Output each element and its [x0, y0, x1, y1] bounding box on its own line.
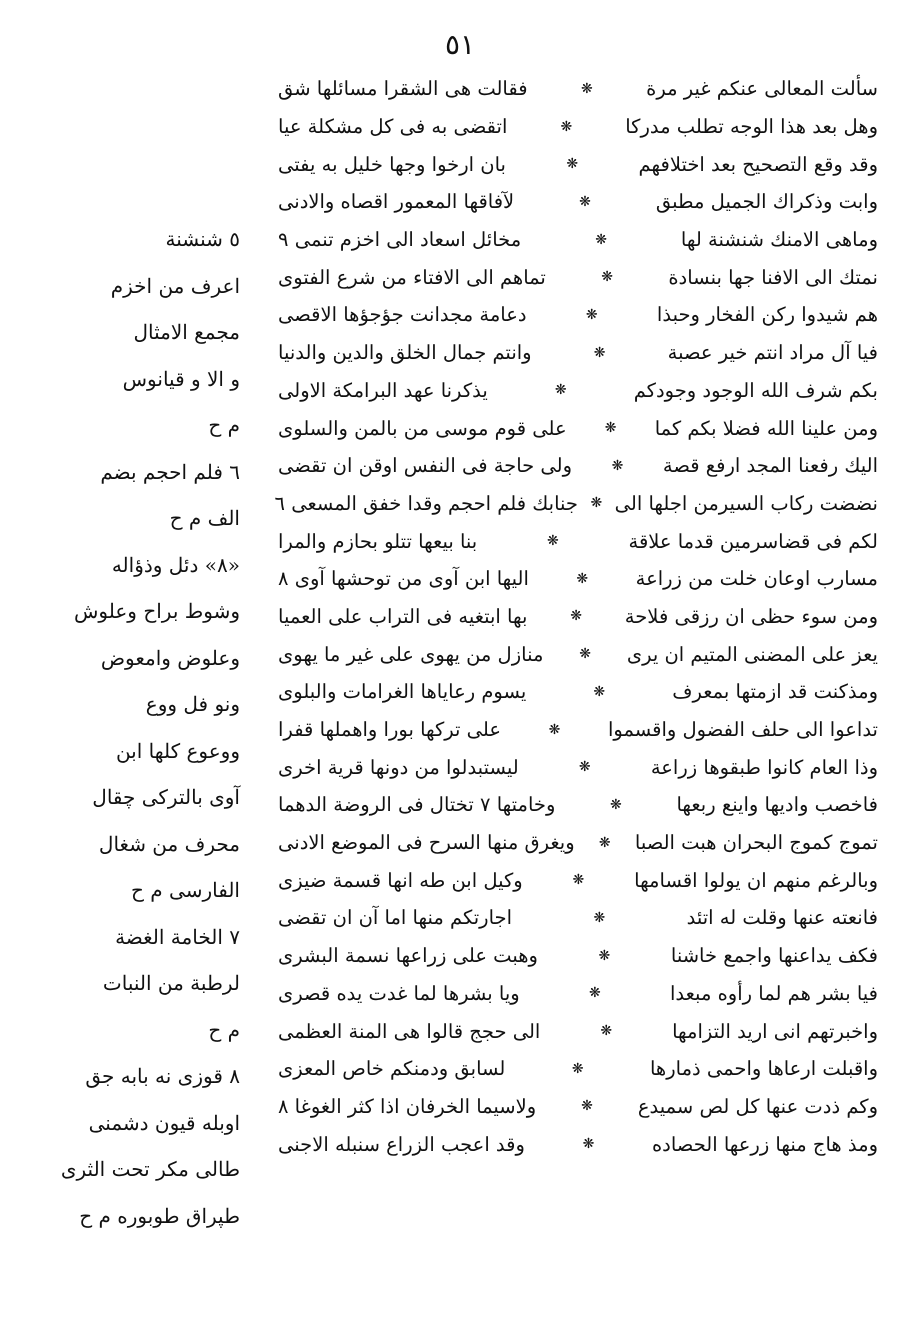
verse-line [278, 861, 878, 899]
verse-first-hemistich: لكم فى قضاسرمين قدما علاقة [628, 529, 878, 553]
verse-first-hemistich: فاخصب واديها واينع ربعها [676, 793, 878, 817]
verse-first-hemistich: وقد وقع التصحيح بعد اختلافهم [638, 152, 878, 176]
verse-line [278, 409, 878, 447]
verse-first-hemistich: ومن علينا الله فضلا بكم كما [654, 416, 878, 440]
margin-note-line: «٨» دئل وذؤاله [111, 552, 240, 577]
verse-second-hemistich: ولاسيما الخرفان اذا كثر الغوغا ٨ [278, 1094, 537, 1118]
verse-first-hemistich: وهل بعد هذا الوجه تطلب مدركا [625, 115, 878, 139]
verse-first-hemistich: وابت وذكراك الجميل مطبق [655, 190, 878, 214]
verse-first-hemistich: وماهى الامنك شنشنة لها [680, 228, 878, 252]
verse-separator: ❋ [554, 382, 567, 399]
verse-line [278, 1088, 878, 1126]
verse-first-hemistich: فكف يداعنها واجمع خاشنا [670, 944, 878, 968]
verse-separator: ❋ [578, 759, 591, 776]
verse-separator: ❋ [593, 344, 606, 361]
margin-note-line: م ح [208, 1017, 240, 1042]
verse-line [278, 1125, 878, 1163]
verse-line [278, 748, 878, 786]
verse-separator: ❋ [581, 1098, 593, 1115]
verse-line [278, 70, 878, 108]
verse-line [278, 673, 878, 711]
verse-line [274, 485, 878, 523]
verse-first-hemistich: فيا آل مراد انتم خير عصبة [667, 341, 878, 365]
margin-note-line: ووعوع كلها ابن [115, 738, 240, 763]
verse-separator: ❋ [600, 1023, 613, 1040]
margin-note-line: ونو فل ووع [145, 692, 240, 717]
verse-second-hemistich: تماهم الى الافتاء من شرع الفتوى [278, 265, 546, 289]
verse-second-hemistich: دعامة مجدانت جؤجؤها الاقصى [278, 303, 527, 327]
verse-separator: ❋ [590, 495, 603, 512]
verse-second-hemistich: بها ابتغيه فى التراب على العميا [278, 604, 528, 628]
margin-note-line: وعلوض وامعوض [100, 645, 240, 670]
verse-separator: ❋ [598, 834, 611, 851]
verse-first-hemistich: سألت المعالى عنكم غير مرة [646, 77, 878, 101]
verse-separator: ❋ [598, 947, 611, 964]
verse-line [278, 937, 878, 975]
verse-first-hemistich: تموج كموج البحران هبت الصبا [634, 831, 878, 855]
verse-separator: ❋ [595, 231, 607, 248]
margin-note-line: م ح [208, 413, 240, 438]
verse-first-hemistich: مسارب اوعان خلت من زراعة [635, 567, 878, 591]
verse-second-hemistich: ويا بشرها لما غدت يده قصرى [278, 981, 520, 1005]
verse-first-hemistich: هم شيدوا ركن الفخار وحبذا [656, 303, 878, 327]
verse-separator: ❋ [588, 985, 601, 1002]
verse-line [278, 711, 878, 749]
margin-notes [60, 216, 240, 1239]
verse-first-hemistich: تداعوا الى حلف الفضول واقسموا [607, 718, 878, 742]
verse-first-hemistich: اليك رفعنا المجد ارفع قصة [662, 454, 878, 478]
page-number: ٥١ [444, 28, 476, 61]
margin-note-line: ٨ قوزى نه بابه جق [85, 1064, 240, 1089]
verse-line [278, 522, 878, 560]
margin-note-line: طپراق طوبوره م ح [79, 1203, 240, 1228]
verse-separator: ❋ [582, 1136, 595, 1153]
verse-separator: ❋ [579, 646, 591, 663]
poem-verses [274, 70, 878, 1163]
margin-note-line: وشوط براح وعلوش [74, 599, 240, 624]
verse-first-hemistich: فيا بشر هم لما رأوه مبعدا [670, 981, 878, 1005]
verse-second-hemistich: وقد اعجب الزراع سنبله الاجنى [278, 1132, 525, 1156]
verse-first-hemistich: ومذ هاج منها زرعها الحصاده [651, 1132, 878, 1156]
margin-note-line: اوبله قيون دشمنى [88, 1110, 240, 1135]
verse-separator: ❋ [570, 608, 582, 625]
verse-first-hemistich: وبالرغم منهم ان يولوا اقسامها [634, 868, 878, 892]
verse-second-hemistich: وخامتها ٧ تختال فى الروضة الدهما [278, 793, 556, 817]
verse-second-hemistich: الى حجج قالوا هى المنة العظمى [278, 1019, 541, 1043]
verse-line [278, 258, 878, 296]
verse-second-hemistich: اليها ابن آوى من توحشها آوى ٨ [278, 567, 529, 591]
verse-second-hemistich: فقالت هى الشقرا مسائلها شق [278, 77, 528, 101]
verse-first-hemistich: ومن سوء حظى ان رزقى فلاحة [624, 604, 878, 628]
verse-separator: ❋ [571, 1060, 584, 1077]
verse-separator: ❋ [548, 721, 561, 738]
verse-line [278, 1050, 878, 1088]
verse-separator: ❋ [547, 533, 559, 550]
verse-separator: ❋ [585, 306, 598, 323]
verse-second-hemistich: منازل من يهوى على غير ما يهوى [278, 642, 544, 666]
verse-separator: ❋ [572, 872, 585, 889]
verse-second-hemistich: يسوم رعاياها الغرامات والبلوى [278, 680, 527, 704]
verse-first-hemistich: يعز على المضنى المتيم ان يرى [626, 642, 878, 666]
margin-note-line: ٥ شنشنة [165, 227, 240, 252]
verse-line [278, 899, 878, 937]
verse-second-hemistich: على تركها بورا واهملها قفرا [278, 718, 502, 742]
verse-first-hemistich: ومذكنت قد ازمتها بمعرف [672, 680, 878, 704]
verse-line [278, 108, 878, 146]
verse-separator: ❋ [576, 570, 589, 587]
verse-separator: ❋ [610, 796, 622, 813]
verse-first-hemistich: فانعته عنها وقلت له اتئد [686, 906, 878, 930]
verse-line [278, 221, 878, 259]
verse-second-hemistich: وهبت على زراعها نسمة البشرى [278, 944, 538, 968]
verse-line [278, 560, 878, 598]
verse-second-hemistich: على قوم موسى من بالمن والسلوى [278, 416, 567, 440]
verse-second-hemistich: يذكرنا عهد البرامكة الاولى [278, 378, 488, 402]
verse-line [278, 635, 878, 673]
verse-second-hemistich: بان ارخوا وجها خليل به يفتى [278, 152, 506, 176]
verse-line [278, 183, 878, 221]
verse-separator: ❋ [611, 457, 624, 474]
verse-first-hemistich: نضضت ركاب السيرمن اجلها الى [614, 491, 878, 515]
verse-separator: ❋ [593, 683, 606, 700]
verse-second-hemistich: وانتم جمال الخلق والدين والدنيا [278, 341, 532, 365]
verse-second-hemistich: اتقضى به فى كل مشكلة عيا [278, 115, 508, 139]
margin-note-line: ٧ الخامة الغضة [115, 924, 240, 949]
margin-note-line: طالى مكر تحت الثرى [60, 1157, 240, 1182]
verse-first-hemistich: وذا العام كانوا طبقوها زراعة [650, 755, 878, 779]
verse-second-hemistich: اجارتكم منها اما آن ان تقضى [278, 906, 512, 930]
verse-separator: ❋ [593, 909, 606, 926]
verse-second-hemistich: ولى حاجة فى النفس اوقن ان تقضى [278, 454, 573, 478]
verse-second-hemistich: بنا بيعها تتلو بحازم والمرا [278, 529, 478, 553]
verse-separator: ❋ [579, 193, 591, 210]
verse-second-hemistich: لسابق ودمنكم خاص المعزى [278, 1057, 506, 1081]
margin-note-line: لرطبة من النبات [102, 971, 240, 996]
margin-note-line: و الا و قيانوس [122, 366, 240, 391]
verse-second-hemistich: مخائل اسعاد الى اخزم تنمى ٩ [278, 228, 522, 252]
verse-separator: ❋ [580, 80, 593, 97]
verse-second-hemistich: وكيل ابن طه انها قسمة ضيزى [278, 868, 523, 892]
verse-separator: ❋ [566, 156, 579, 173]
verse-separator: ❋ [560, 118, 573, 135]
verse-line [278, 975, 878, 1013]
verse-line [278, 372, 878, 410]
verse-first-hemistich: واخبرتهم انى اريد التزامها [672, 1019, 878, 1043]
margin-note-line: اعرف من اخزم [110, 273, 240, 298]
margin-note-line: الف م ح [169, 506, 240, 531]
verse-first-hemistich: بكم شرف الله الوجود وجودكم [633, 378, 878, 402]
verse-second-hemistich: لآفاقها المعمور اقصاه والادنى [278, 190, 515, 214]
margin-note-line: الفارسى م ح [131, 878, 240, 903]
verse-line [278, 786, 878, 824]
verse-second-hemistich: ويغرق منها السرح فى الموضع الادنى [278, 831, 575, 855]
verse-separator: ❋ [601, 269, 613, 286]
verse-first-hemistich: نمتك الى الافنا جها بنسادة [668, 265, 878, 289]
verse-first-hemistich: وكم ذدت عنها كل لص سميدع [637, 1094, 878, 1118]
verse-line [278, 1012, 878, 1050]
margin-note-line: مجمع الامثال [133, 320, 240, 345]
verse-second-hemistich: ليستبدلوا من دونها قرية اخرى [278, 755, 519, 779]
verse-line [278, 598, 878, 636]
margin-note-line: محرف من شغال [98, 831, 240, 856]
verse-line [278, 145, 878, 183]
margin-note-line: آوى بالتركى چقال [92, 785, 240, 810]
verse-second-hemistich: جنابك فلم احجم وقدا خفق المسعى ٦ [274, 491, 578, 515]
verse-line [278, 296, 878, 334]
margin-note-line: ٦ فلم احجم بضم [100, 459, 240, 484]
verse-line [278, 447, 878, 485]
verse-separator: ❋ [604, 420, 617, 437]
verse-line [278, 824, 878, 862]
verse-line [278, 334, 878, 372]
verse-first-hemistich: واقبلت ارعاها واحمى ذمارها [649, 1057, 878, 1081]
